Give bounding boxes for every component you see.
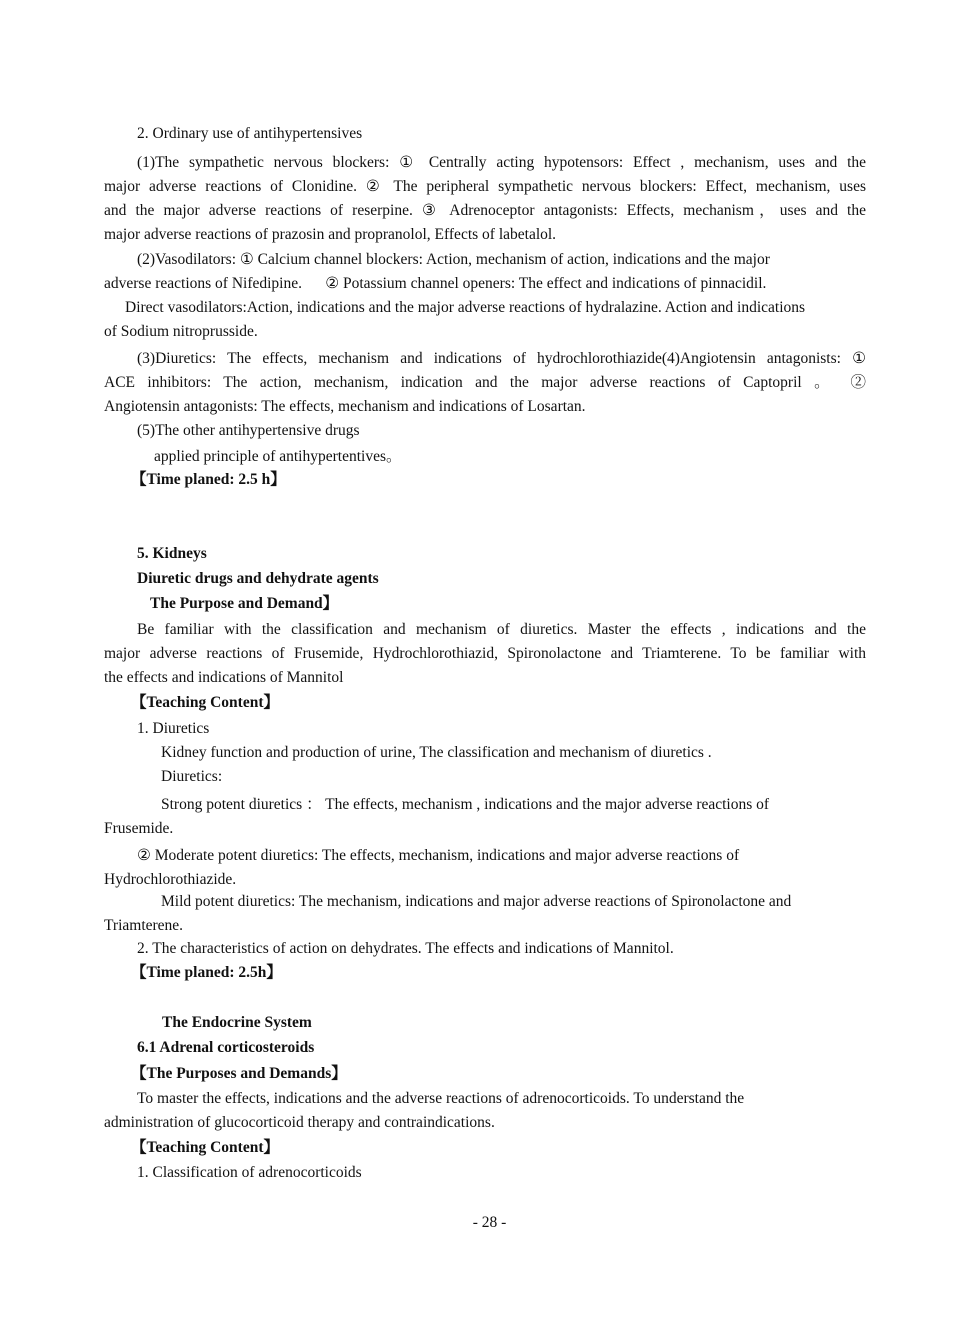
list-item: 1. Classification of adrenocorticoids bbox=[137, 1164, 362, 1181]
paragraph-line: the effects and indications of Mannitol bbox=[104, 669, 344, 686]
section-subheading: Diuretic drugs and dehydrate agents bbox=[137, 570, 379, 587]
paragraph-line: applied principle of antihypertentives。 bbox=[154, 448, 402, 465]
paragraph-line: major adverse reactions of Clonidine. ② The peripheral sympathetic nervous blockers: Effect, mechanism, uses bbox=[104, 178, 866, 195]
purpose-heading: The Purpose and Demand】 bbox=[150, 595, 339, 612]
paragraph-line: ② Moderate potent diuretics: The effects, mechanism, indications and major adverse reactions of bbox=[137, 847, 740, 864]
teaching-content-heading: 【Teaching Content】 bbox=[131, 694, 279, 711]
paragraph-line: Kidney function and production of urine, The classification and mechanism of diuretics . bbox=[161, 744, 712, 761]
section-heading: 2. Ordinary use of antihypertensives bbox=[137, 125, 363, 142]
paragraph-line: administration of glucocorticoid therapy and contraindications. bbox=[104, 1114, 495, 1131]
paragraph-line: Hydrochlorothiazide. bbox=[104, 871, 237, 888]
paragraph-line: (3)Diuretics: The effects, mechanism and indications of hydrochlorothiazide(4)Angiotensin antagonists: ① bbox=[137, 350, 866, 367]
time-planned: 【Time planed: 2.5h】 bbox=[131, 964, 282, 981]
section-heading: The Endocrine System bbox=[162, 1014, 312, 1031]
list-item: 2. The characteristics of action on dehydrates. The effects and indications of Mannitol. bbox=[137, 940, 674, 957]
purpose-heading: 【The Purposes and Demands】 bbox=[131, 1065, 347, 1082]
paragraph-line: Diuretics: bbox=[161, 768, 223, 785]
time-planned: 【Time planed: 2.5 h】 bbox=[131, 471, 286, 488]
paragraph-line: Angiotensin antagonists: The effects, mechanism and indications of Losartan. bbox=[104, 398, 586, 415]
paragraph-line: adverse reactions of Nifedipine. ② Potassium channel openers: The effect and indications of pinnacidil. bbox=[104, 275, 767, 292]
paragraph-line: To master the effects, indications and the adverse reactions of adrenocorticoids. To understand the bbox=[137, 1090, 745, 1107]
paragraph-line: Frusemide. bbox=[104, 820, 174, 837]
paragraph-line: major adverse reactions of prazosin and propranolol, Effects of labetalol. bbox=[104, 226, 557, 243]
paragraph-line: Mild potent diuretics: The mechanism, indications and major adverse reactions of Spironolactone and bbox=[161, 893, 792, 910]
paragraph-line: Direct vasodilators:Action, indications and the major adverse reactions of hydralazine. Action and indications bbox=[125, 299, 806, 316]
page-number: - 28 - bbox=[472, 1214, 507, 1231]
paragraph-line: Strong potent diuretics ： The effects, mechanism , indications and the major adverse reactions of bbox=[161, 796, 770, 813]
section-heading: 5. Kidneys bbox=[137, 545, 207, 562]
paragraph-line: (1)The sympathetic nervous blockers: ① Centrally acting hypotensors: Effect , mechanism, uses and the bbox=[137, 154, 866, 171]
paragraph-line: (5)The other antihypertensive drugs bbox=[137, 422, 360, 439]
paragraph-line: major adverse reactions of Frusemide, Hydrochlorothiazid, Spironolactone and Triamterene. To be familiar with bbox=[104, 645, 866, 662]
list-item: 1. Diuretics bbox=[137, 720, 210, 737]
paragraph-line: Triamterene. bbox=[104, 917, 184, 934]
paragraph-line: of Sodium nitroprusside. bbox=[104, 323, 258, 340]
section-subheading: 6.1 Adrenal corticosteroids bbox=[137, 1039, 315, 1056]
paragraph-line: (2)Vasodilators: ① Calcium channel blockers: Action, mechanism of action, indications and the major bbox=[137, 251, 770, 268]
paragraph-line: ACE inhibitors: The action, mechanism, indication and the major adverse reactions of Captopril 。 ② bbox=[104, 374, 866, 391]
paragraph-line: Be familiar with the classification and mechanism of diuretics. Master the effects , indications and the bbox=[137, 621, 866, 638]
teaching-content-heading: 【Teaching Content】 bbox=[131, 1139, 279, 1156]
paragraph-line: and the major adverse reactions of reserpine. ③ Adrenoceptor antagonists: Effects, mechanism，uses and the bbox=[104, 202, 866, 219]
